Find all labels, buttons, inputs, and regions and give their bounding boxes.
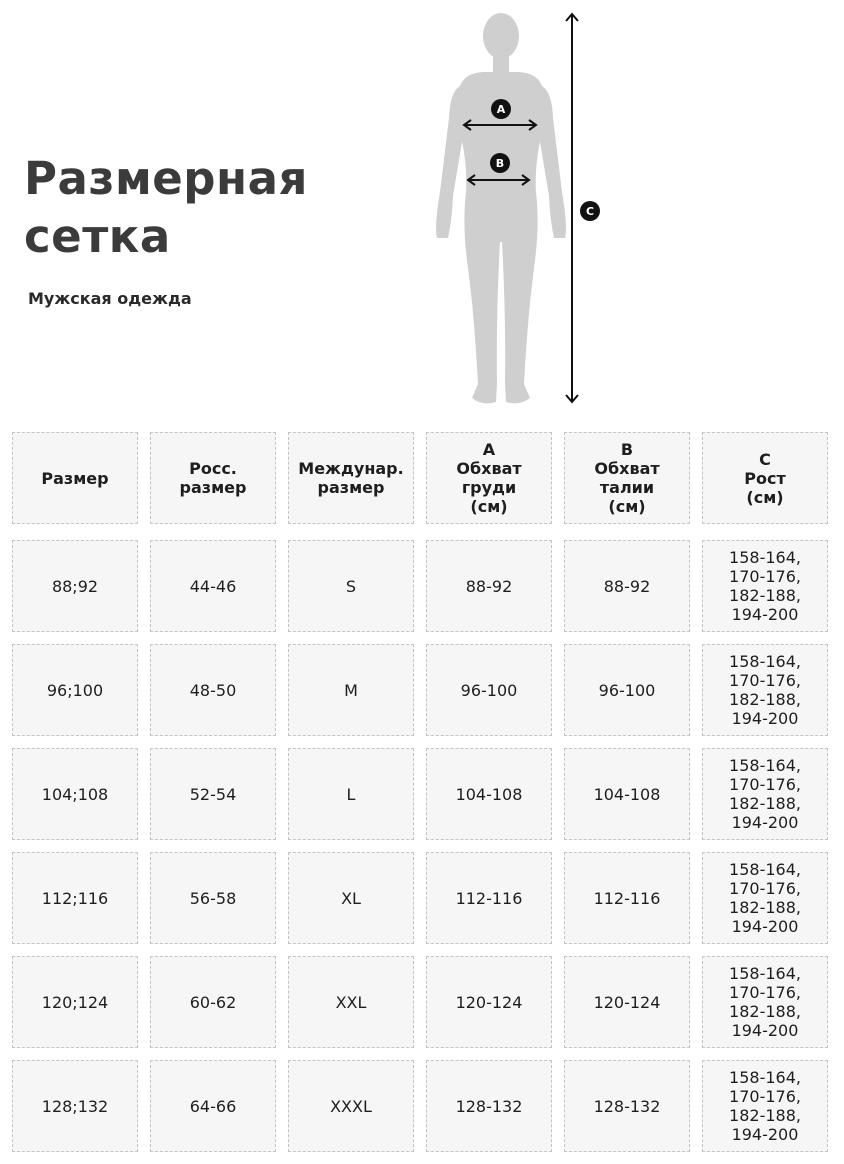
header-line: A xyxy=(482,440,496,459)
cell-height xyxy=(702,956,828,1048)
cell-size: 96;100 xyxy=(12,644,138,736)
height-range: 194-200 xyxy=(731,605,799,624)
height-range: 182-188, xyxy=(729,794,801,813)
page-title xyxy=(24,150,308,266)
header-line: Рост xyxy=(744,468,786,488)
human-silhouette xyxy=(436,13,566,403)
badge-c-label: C xyxy=(585,205,595,218)
height-range: 182-188, xyxy=(729,898,801,917)
title-line-1: Размерная xyxy=(24,152,308,205)
height-range: 182-188, xyxy=(729,1106,801,1125)
cell-ru-size: 60-62 xyxy=(150,956,276,1048)
cell-ru-size: 56-58 xyxy=(150,852,276,944)
badge-c xyxy=(580,201,600,221)
header-line: C xyxy=(759,449,771,469)
header-chest xyxy=(426,432,552,524)
height-range: 170-176, xyxy=(729,671,801,690)
header-line: (см) xyxy=(746,487,784,507)
height-range: 182-188, xyxy=(729,690,801,709)
cell-ru-size: 52-54 xyxy=(150,748,276,840)
cell-height xyxy=(702,852,828,944)
height-range: 158-164, xyxy=(729,1068,801,1087)
body-measurement-diagram xyxy=(420,6,610,410)
cell-intl-size: S xyxy=(288,540,414,632)
cell-chest: 104-108 xyxy=(426,748,552,840)
height-range: 158-164, xyxy=(729,964,801,983)
header-line: Междунар. xyxy=(298,459,404,478)
header-line: размер xyxy=(317,478,385,497)
cell-height xyxy=(702,540,828,632)
cell-intl-size: XXXL xyxy=(288,1060,414,1152)
header-line: груди xyxy=(461,478,517,497)
height-range: 170-176, xyxy=(729,567,801,586)
badge-a-label: A xyxy=(496,103,506,116)
cell-ru-size: 44-46 xyxy=(150,540,276,632)
cell-chest: 112-116 xyxy=(426,852,552,944)
cell-size: 120;124 xyxy=(12,956,138,1048)
subtitle: Мужская одежда xyxy=(28,289,192,308)
height-range: 194-200 xyxy=(731,813,799,832)
height-range: 170-176, xyxy=(729,775,801,794)
cell-waist: 128-132 xyxy=(564,1060,690,1152)
header-line: размер xyxy=(179,478,247,497)
header-line: Обхват xyxy=(456,459,522,478)
height-range: 194-200 xyxy=(731,917,799,936)
header-line: талии xyxy=(599,478,655,497)
height-range: 158-164, xyxy=(729,860,801,879)
cell-size: 104;108 xyxy=(12,748,138,840)
header-line: (см) xyxy=(608,497,646,516)
cell-intl-size: M xyxy=(288,644,414,736)
cell-intl-size: XXL xyxy=(288,956,414,1048)
badge-a xyxy=(491,99,511,119)
height-range: 182-188, xyxy=(729,586,801,605)
cell-chest: 88-92 xyxy=(426,540,552,632)
cell-height xyxy=(702,748,828,840)
header-ru-size xyxy=(150,432,276,524)
header-waist xyxy=(564,432,690,524)
cell-size: 128;132 xyxy=(12,1060,138,1152)
cell-waist: 104-108 xyxy=(564,748,690,840)
cell-waist: 120-124 xyxy=(564,956,690,1048)
header-line: Обхват xyxy=(594,459,660,478)
height-range: 170-176, xyxy=(729,1087,801,1106)
cell-size: 88;92 xyxy=(12,540,138,632)
badge-b xyxy=(490,153,510,173)
height-range: 194-200 xyxy=(731,709,799,728)
height-range: 158-164, xyxy=(729,548,801,567)
header-size xyxy=(12,432,138,524)
header-height xyxy=(702,432,828,524)
badge-b-label: B xyxy=(495,157,505,170)
cell-chest: 120-124 xyxy=(426,956,552,1048)
cell-height xyxy=(702,644,828,736)
cell-waist: 88-92 xyxy=(564,540,690,632)
height-range: 158-164, xyxy=(729,652,801,671)
height-range: 170-176, xyxy=(729,879,801,898)
cell-ru-size: 64-66 xyxy=(150,1060,276,1152)
height-measure-arrow xyxy=(566,14,578,402)
header-line: (см) xyxy=(470,497,508,516)
cell-waist: 112-116 xyxy=(564,852,690,944)
cell-chest: 128-132 xyxy=(426,1060,552,1152)
title-line-2: сетка xyxy=(24,210,171,263)
height-range: 158-164, xyxy=(729,756,801,775)
cell-height xyxy=(702,1060,828,1152)
header-line: B xyxy=(620,440,634,459)
cell-waist: 96-100 xyxy=(564,644,690,736)
height-range: 170-176, xyxy=(729,983,801,1002)
cell-ru-size: 48-50 xyxy=(150,644,276,736)
height-range: 182-188, xyxy=(729,1002,801,1021)
cell-chest: 96-100 xyxy=(426,644,552,736)
cell-size: 112;116 xyxy=(12,852,138,944)
height-range: 194-200 xyxy=(731,1125,799,1144)
header-line: Размер xyxy=(41,468,109,488)
header-intl-size xyxy=(288,432,414,524)
header-line: Росс. xyxy=(189,459,237,478)
cell-intl-size: L xyxy=(288,748,414,840)
height-range: 194-200 xyxy=(731,1021,799,1040)
cell-intl-size: XL xyxy=(288,852,414,944)
